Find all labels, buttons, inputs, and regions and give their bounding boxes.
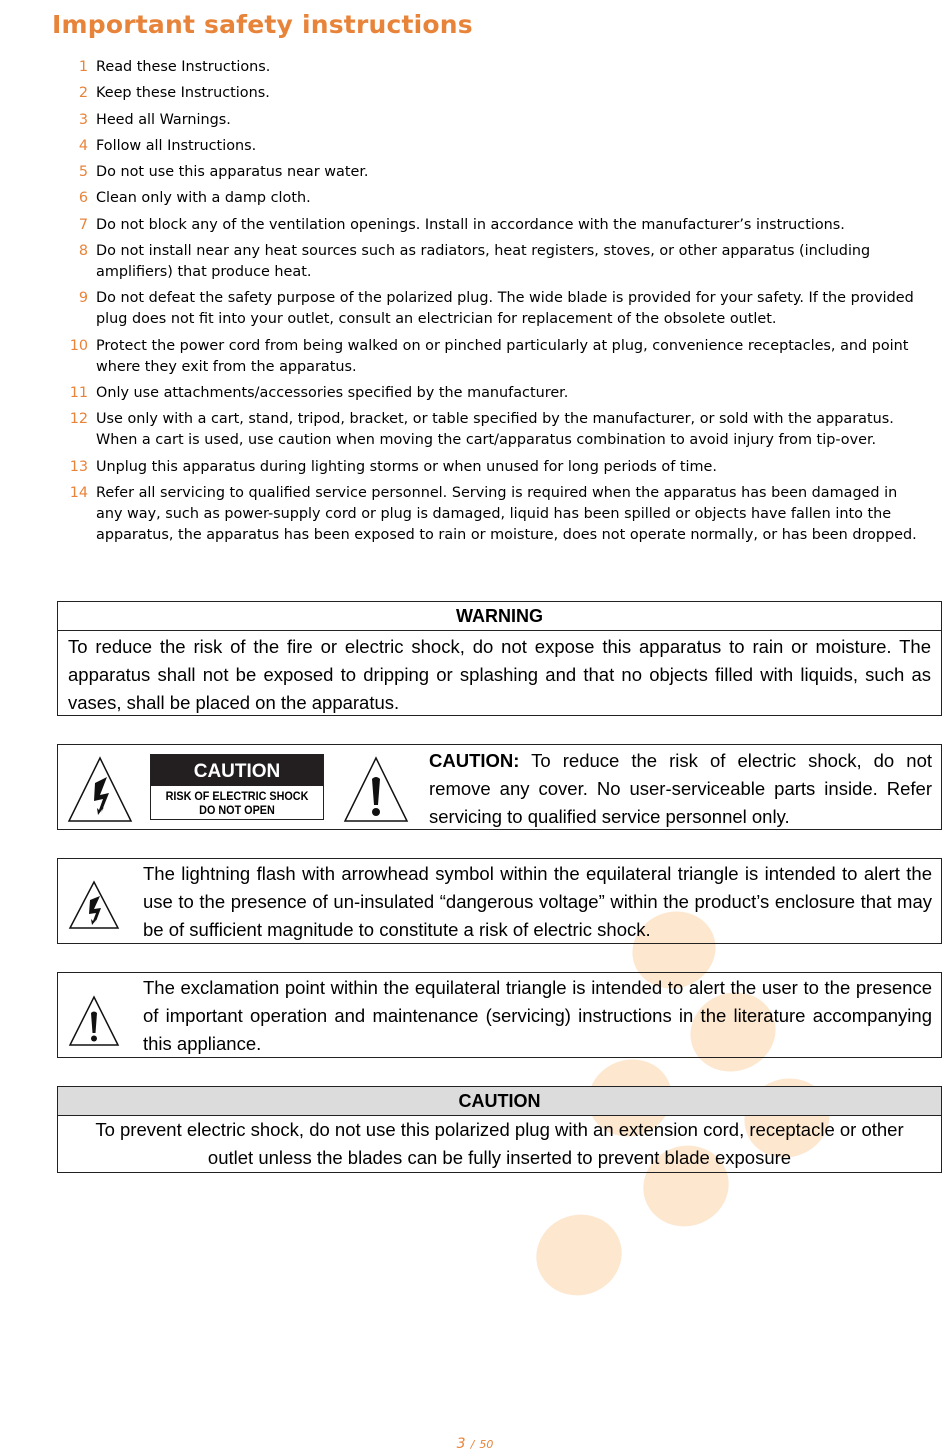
caution-label-line2: DO NOT OPEN (199, 803, 275, 817)
item-number: 7 (78, 216, 88, 233)
item-number: 2 (78, 85, 88, 102)
caution-label-line1: RISK OF ELECTRIC SHOCK (165, 789, 309, 803)
list-item (60, 188, 928, 209)
item-number: 1 (78, 59, 88, 75)
caution-label-text (160, 786, 315, 817)
caution-label-title: CAUTION (151, 755, 323, 786)
list-item (60, 110, 928, 131)
item-text: Do not block any of the ventilation openings. Install in accordance with the manufacturer’s instructions. (96, 216, 845, 233)
list-item (60, 136, 928, 157)
item-number: 4 (78, 137, 88, 154)
watermark-blob (525, 1203, 633, 1308)
list-item (60, 383, 928, 404)
exclamation-triangle-icon (68, 995, 120, 1047)
item-number: 11 (69, 384, 88, 401)
item-text: Use only with a cart, stand, tripod, bracket, or table specified by the manufacturer, or sold with the apparatus. When a cart is used, use caution when moving the cart/apparatus combination to avoid injury from tip-over. (96, 411, 894, 449)
page-separator: / (470, 1438, 475, 1451)
item-text: Protect the power cord from being walked on or pinched particularly at plug, convenience receptacles, and point where they exit from the apparatus. (96, 337, 909, 375)
instruction-list (60, 57, 928, 551)
item-number: 6 (78, 190, 88, 207)
list-item (60, 83, 928, 104)
item-text: Do not defeat the safety purpose of the polarized plug. The wide blade is provided for your safety. If the provided plug does not fit into your outlet, consult an electrician for replacement of the obsolete outlet. (96, 290, 914, 328)
item-number: 8 (78, 243, 88, 260)
item-number: 9 (78, 290, 88, 307)
caution-cover-text (429, 747, 932, 831)
lightning-note-text: The lightning flash with arrowhead symbol within the equilateral triangle is intended to alert the use to the presence of un-insulated “dangerous voltage” within the product’s enclosure that may be of sufficient magnitude to constitute a risk of electric shock. (143, 863, 932, 940)
item-text: Keep these Instructions. (96, 85, 270, 102)
item-text: Unplug this apparatus during lighting storms or when unused for long periods of time. (96, 458, 717, 475)
lightning-triangle-icon (68, 880, 120, 930)
item-number: 13 (69, 458, 88, 475)
item-number: 14 (69, 484, 88, 501)
item-text: Clean only with a damp cloth. (96, 190, 311, 207)
item-text: Refer all servicing to qualified service personnel. Serving is required when the apparatus has been damaged in any way, such as power-supply cord or plug is damaged, liquid has been spilled or objects have fallen into the apparatus, the apparatus has been exposed to rain or moisture, does not operate normally, or has been dropped. (96, 484, 917, 543)
caution-cover-body: To reduce the risk of electric shock, do not remove any cover. No user-serviceable parts inside. Refer servicing to qualified service personnel only. (429, 750, 932, 827)
warning-heading: WARNING (58, 602, 941, 631)
item-text: Only use attachments/accessories specified by the manufacturer. (96, 384, 569, 401)
caution-plug-text: To prevent electric shock, do not use this polarized plug with an extension cord, receptacle or other outlet unless the blades can be fully inserted to prevent blade exposure (95, 1119, 904, 1168)
item-number: 12 (69, 411, 88, 428)
item-number: 3 (78, 111, 88, 128)
list-item (60, 162, 928, 183)
caution-label (150, 754, 324, 820)
page-title: Important safety instructions (52, 10, 473, 39)
exclamation-note-box (57, 972, 942, 1058)
item-number: 5 (78, 164, 88, 181)
item-text: Heed all Warnings. (96, 111, 231, 128)
list-item (60, 288, 928, 330)
item-text: Do not install near any heat sources such as radiators, heat registers, stoves, or other apparatus (including amplifiers) that produce heat. (96, 243, 871, 281)
caution-cover-box (57, 744, 942, 830)
caution-cover-lead: CAUTION: (429, 750, 520, 771)
caution-plug-box (57, 1086, 942, 1173)
lightning-triangle-icon (67, 755, 133, 823)
list-item (60, 241, 928, 283)
item-number: 10 (69, 337, 88, 354)
item-text: Follow all Instructions. (96, 137, 257, 154)
exclamation-note-text: The exclamation point within the equilateral triangle is intended to alert the user to the presence of important operation and maintenance (servicing) instructions in the literature accompanying this appliance. (143, 977, 932, 1054)
exclamation-triangle-icon (343, 755, 409, 823)
page-current: 3 (456, 1436, 466, 1452)
page-total: 50 (479, 1438, 494, 1451)
list-item (60, 215, 928, 236)
item-text: Do not use this apparatus near water. (96, 164, 369, 181)
list-item (60, 457, 928, 478)
page-number (0, 1433, 950, 1452)
list-item (60, 483, 928, 546)
warning-box (57, 601, 942, 716)
caution-plug-heading: CAUTION (58, 1087, 941, 1116)
lightning-note-box (57, 858, 942, 944)
list-item (60, 336, 928, 378)
item-text: Read these Instructions. (96, 59, 271, 75)
list-item (60, 409, 928, 451)
list-item (60, 57, 928, 78)
warning-text: To reduce the risk of the fire or electric shock, do not expose this apparatus to rain or moisture. The apparatus shall not be exposed to dripping or splashing and that no objects filled with liquids, such as vases, shall be placed on the apparatus. (68, 636, 931, 713)
